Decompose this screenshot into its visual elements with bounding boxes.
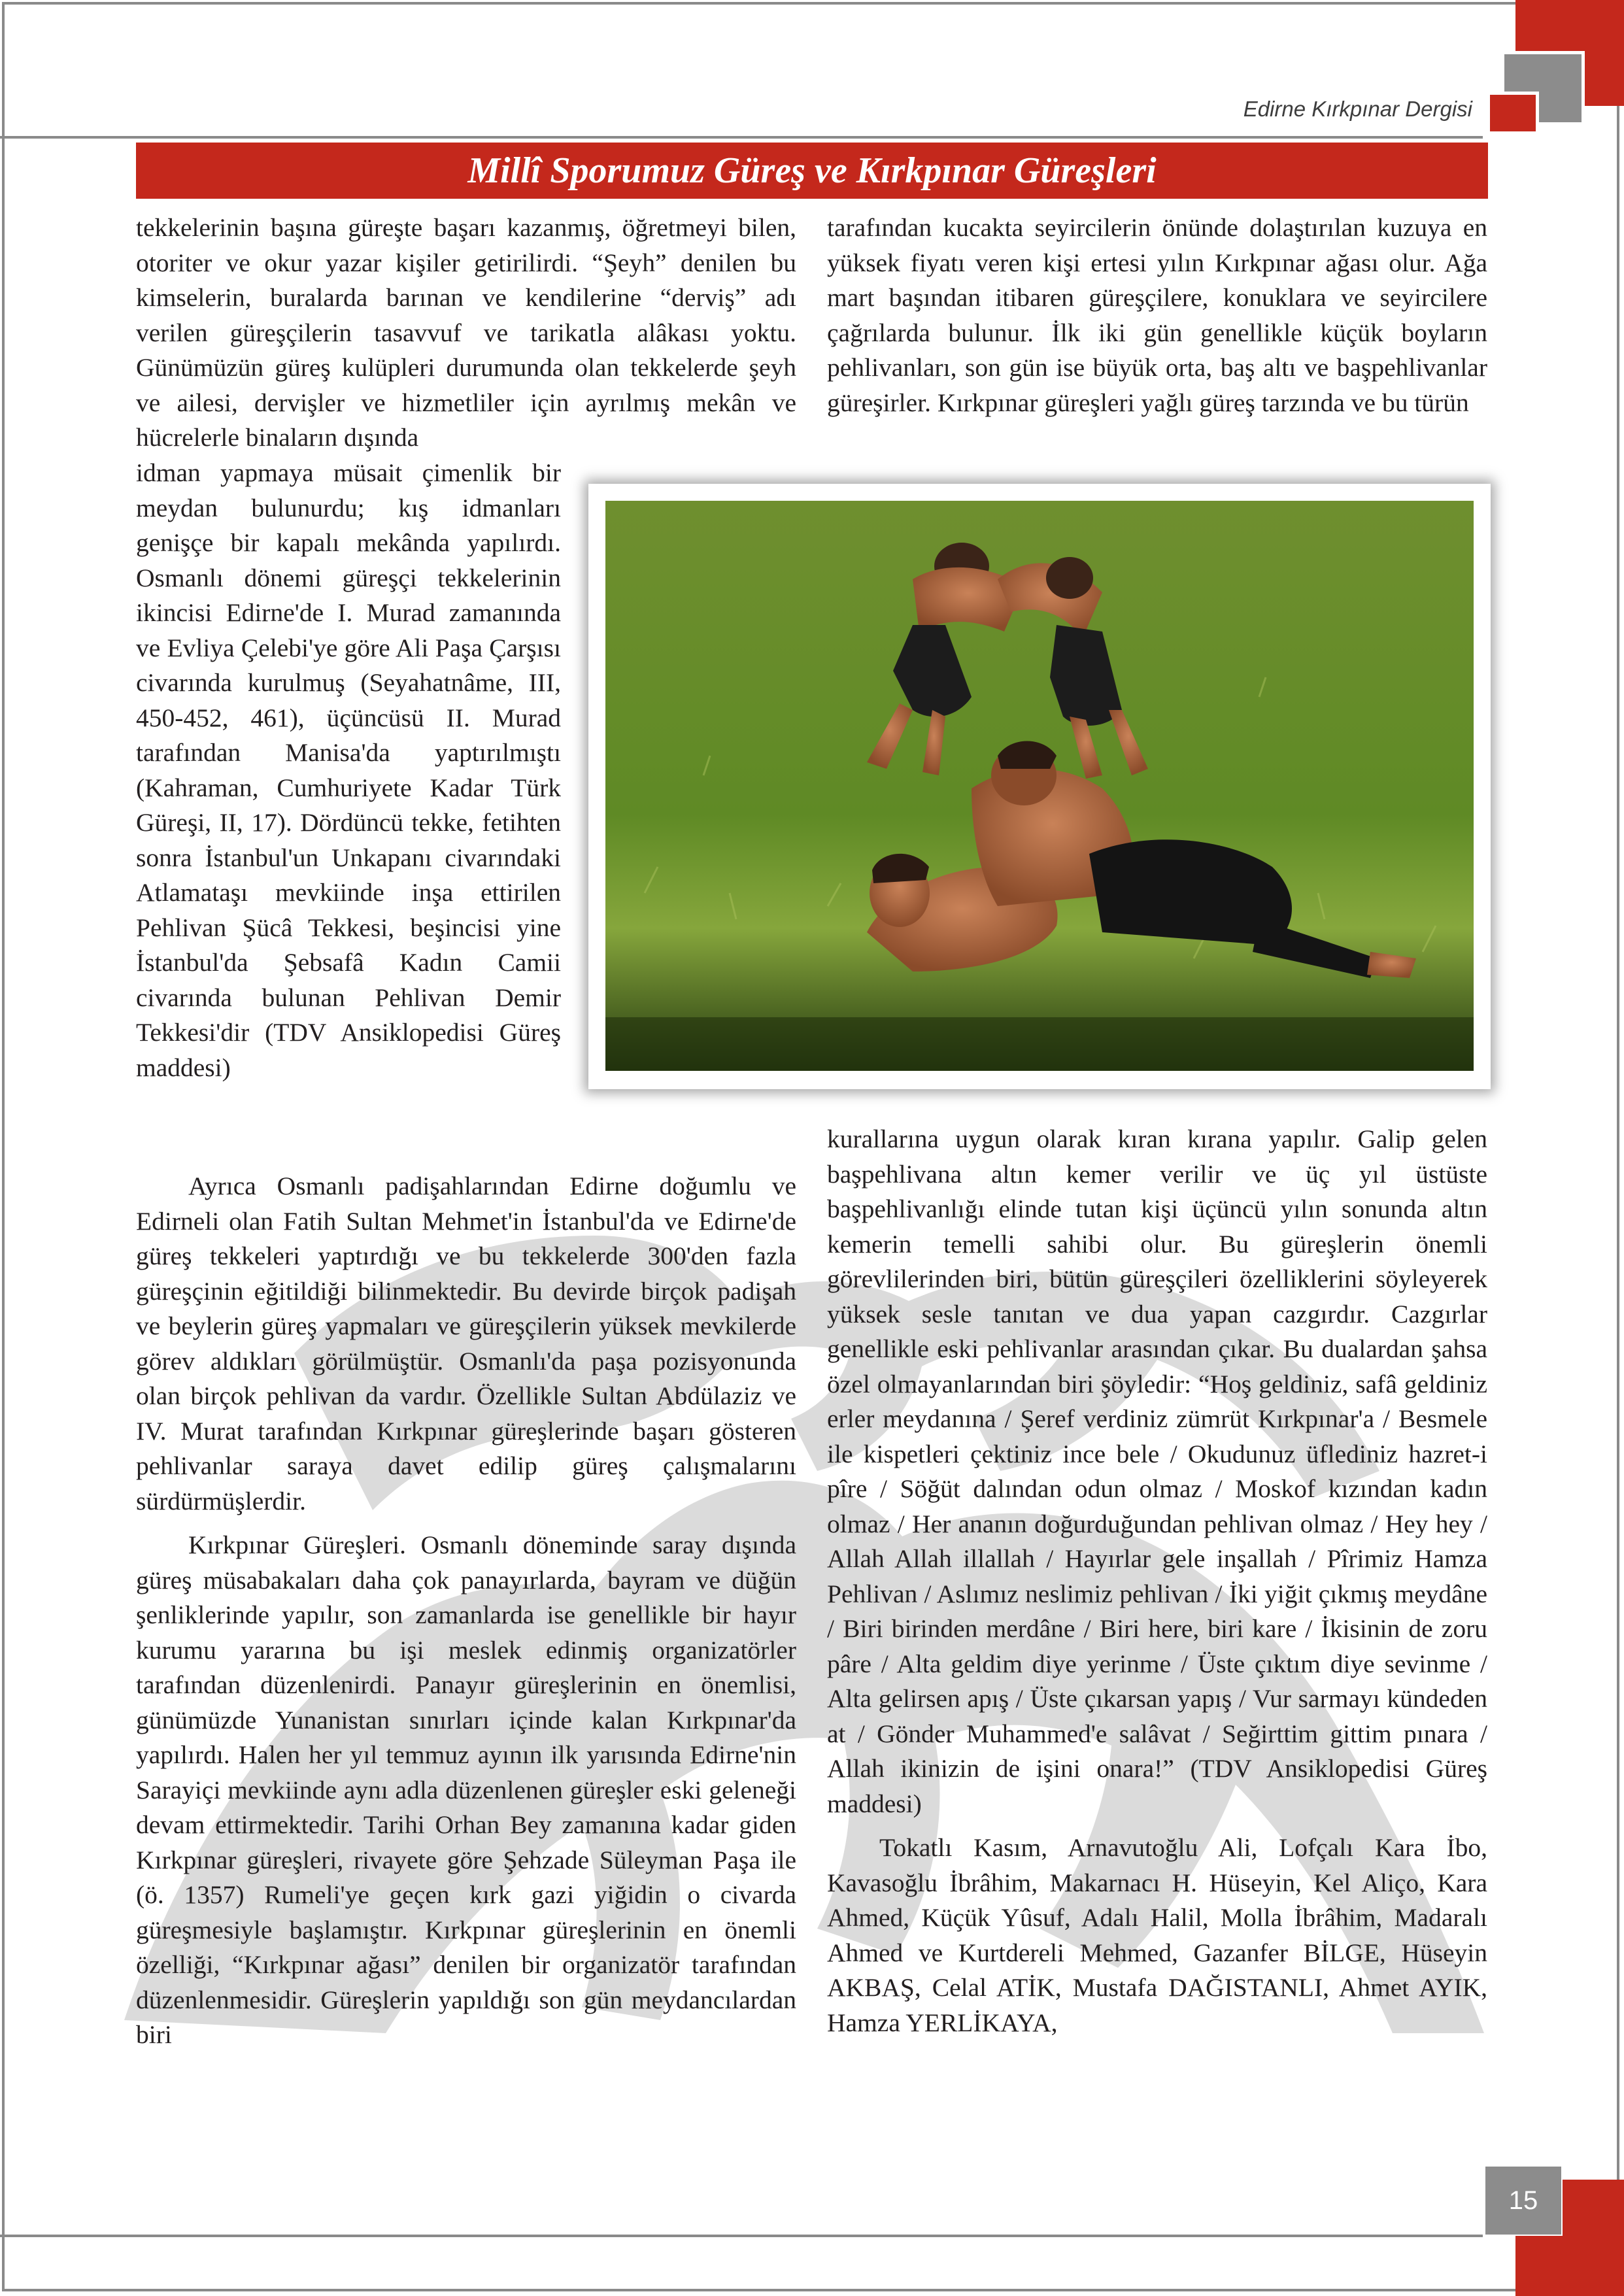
paragraph: Ayrıca Osmanlı padişahlarından Edirne doğumlu ve Edirneli olan Fatih Sultan Mehmet'in İstanbul'da ve Edirne'de güreş tekkeleri yaptırdığı ve bu tekkelerde 300'den fazla güreşçinin eğitildiği bilinmektedir. Bu devirde birçok padişah ve beylerin güreş yapmaları ve güreşçilerin yüksek mevkilerde görev aldıkları görülmüştür. Osmanlı'da paşa pozisyonunda olan birçok pehlivan da vardır. Özellikle Sultan Abdülaziz ve IV. Murat tarafından Kırkpınar güreşlerinde başarı gösteren pehlivanlar saraya davet edilip güreş çalışmalarını sürdürmüşlerdir.: [136, 1172, 796, 1515]
paragraph: idman yapmaya müsait çimenlik bir meydan bulunurdu; kış idmanları genişçe bir kapalı mekânda yapılırdı. Osmanlı dönemi güreşçi tekkelerinin ikincisi Edirne'de I. Murad zamanında ve Evliya Çelebi'ye göre Ali Paşa Çarşısı civarında kurulmuş (Seyahatnâme, III, 450-452, 461), üçüncüsü II. Murad tarafından Manisa'da yaptırılmıştı (Kahraman, Cumhuriyete Kadar Türk Güreşi, II, 17). Dördüncü tekke, fetihten sonra İstanbul'un Unkapanı civarındaki Atlamataşı mevkiinde inşa ettirilen Pehlivan Şücâ Tekkesi, beşincisi yine İstanbul'da Şebsafâ Kadın Camii civarında bulunan Pehlivan Demir Tekkesi'dir (TDV Ansiklopedisi Güreş maddesi): [136, 458, 561, 1082]
left-column-narrow: [136, 456, 561, 1085]
paragraph: Kırkpınar Güreşleri. Osmanlı döneminde saray dışında güreş müsabakaları daha çok panayırlarda, bayram ve düğün şenliklerinde yapılır, son zamanlarda ise genellikle bir hayır kurumu yararına bu işi meslek edinmiş organizatörler tarafından düzenlenirdi. Panayır güreşlerinin en önemlisi, günümüzde Yunanistan sınırları içinde kalan Kırkpınar'da yapılırdı. Halen her yıl temmuz ayının ilk yarısında Edirne'nin Sarayiçi mevkiinde aynı adla düzenlenen güreşler eski geleneği devam ettirmektedir. Tarihi Orhan Bey zamanına kadar giden Kırkpınar güreşleri, rivayete göre Şehzade Süleyman Paşa ile (ö. 1357) Rumeli'ye geçen kırk gazi yiğidin o civarda güreşmesiyle başlamıştır. Kırkpınar güreşlerinin en önemli özelliği, “Kırkpınar ağası” denilen bir organizatör tarafından düzenlenmesidir. Güreşlerin yapıldığı son gün meydancılardan biri: [136, 1530, 796, 2049]
paragraph: tarafından kucakta seyircilerin önünde dolaştırılan kuzuya en yüksek fiyatı veren kişi ertesi yılın Kırkpınar ağası olur. Ağa mart başından itibaren güreşçilere, konuklara ve seyircilere çağrılarda bulunur. İlk iki gün genellikle küçük boyların pehlivanları, son gün ise büyük orta, baş altı ve başpehlivanlar güreşirler. Kırkpınar güreşleri yağlı güreş tarzında ve bu türün: [827, 213, 1487, 417]
paragraph: kurallarına uygun olarak kıran kırana yapılır. Galip gelen başpehlivana altın kemer verilir ve üç yıl üstüste başpehlivanlığı elinde tutan kişi üçüncü yılın sonunda altın kemerin temelli sahibi olur. Bu güreşlerin önemli görevlilerinden biri, bütün güreşçileri özelliklerini söyleyerek yüksek sesle tanıtan ve dua yapan cazgırdır. Cazgırlar genellikle eski pehlivanlar arasından çıkar. Bu dualardan şahsa özel olmayanlarından biri şöyledir: “Hoş geldiniz, safâ geldiniz erler meydanına / Şeref verdiniz zümrüt Kırkpınar'a / Besmele ile kispetleri çektiniz ince bele / Okudunuz üflediniz hazret-i pîre / Söğüt dalından odun olmaz / Moskof kızından kadın olmaz / Her ananın doğurduğundan pehlivan olmaz / Hey hey / Allah Allah illallah / Hayırlar gele inşallah / Pîrimiz Hamza Pehlivan / Aslımız neslimiz pehlivan / İki yiğit çıkmış meydâne / Biri birinden merdâne / Biri here, biri kare / İkisinin de zoru pâre / Alta geldim diye yerinme / Üste çıktım diye sevinme / Alta gelirsen apış / Üste çıkarsan yapış / Vur sarmayı kündeden at / Gönder Muhammed'e salâvat / Seğirttim gittim pınara / Allah ikinizin de işini onara!” (TDV Ansiklopedisi Güreş maddesi): [827, 1124, 1487, 1818]
wrestlers-photo: [605, 501, 1474, 1071]
left-column-bottom: [136, 1169, 796, 2053]
photo-frame: [588, 484, 1491, 1089]
corner-decoration-red-small: [1487, 92, 1539, 135]
right-column-top: [827, 211, 1487, 420]
footer-rule: [0, 2235, 1483, 2237]
left-column-top: [136, 211, 796, 456]
article-title: Millî Sporumuz Güreş ve Kırkpınar Güreşleri: [467, 150, 1157, 191]
article-title-bar: [136, 143, 1488, 199]
header-rule: [0, 136, 1483, 139]
page-number: 15: [1485, 2167, 1561, 2235]
paragraph: tekkelerinin başına güreşte başarı kazanmış, öğretmeyi bilen, otoriter ve okur yazar kişiler getirilirdi. “Şeyh” denilen bu kimselerin, buralarda barınan ve kendilerine “derviş” adı verilen güreşçilerin tasavvuf ve tarikatla alâkası yoktu. Günümüzün güreş kulüpleri durumunda olan tekkelerde şeyh ve ailesi, dervişler ve hizmetliler için ayrılmış mekân ve hücrelerle binaların dışında: [136, 213, 796, 452]
magazine-name: Edirne Kırkpınar Dergisi: [1243, 97, 1472, 121]
right-column-bottom: [827, 1122, 1487, 2040]
paragraph: Tokatlı Kasım, Arnavutoğlu Ali, Lofçalı Kara İbo, Kavasoğlu İbrâhim, Makarnacı H. Hüseyin, Kel Aliço, Kara Ahmed, Küçük Yûsuf, Adalı Halil, Molla İbrâhim, Madaralı Ahmed ve Kurtdereli Mehmed, Gazanfer BİLGE, Hüseyin AKBAŞ, Celal ATİK, Mustafa DAĞISTANLI, Ahmet AYIK, Hamza YERLİKAYA,: [827, 1833, 1487, 2037]
corner-decoration-red-bottom-2: [1515, 2236, 1624, 2296]
